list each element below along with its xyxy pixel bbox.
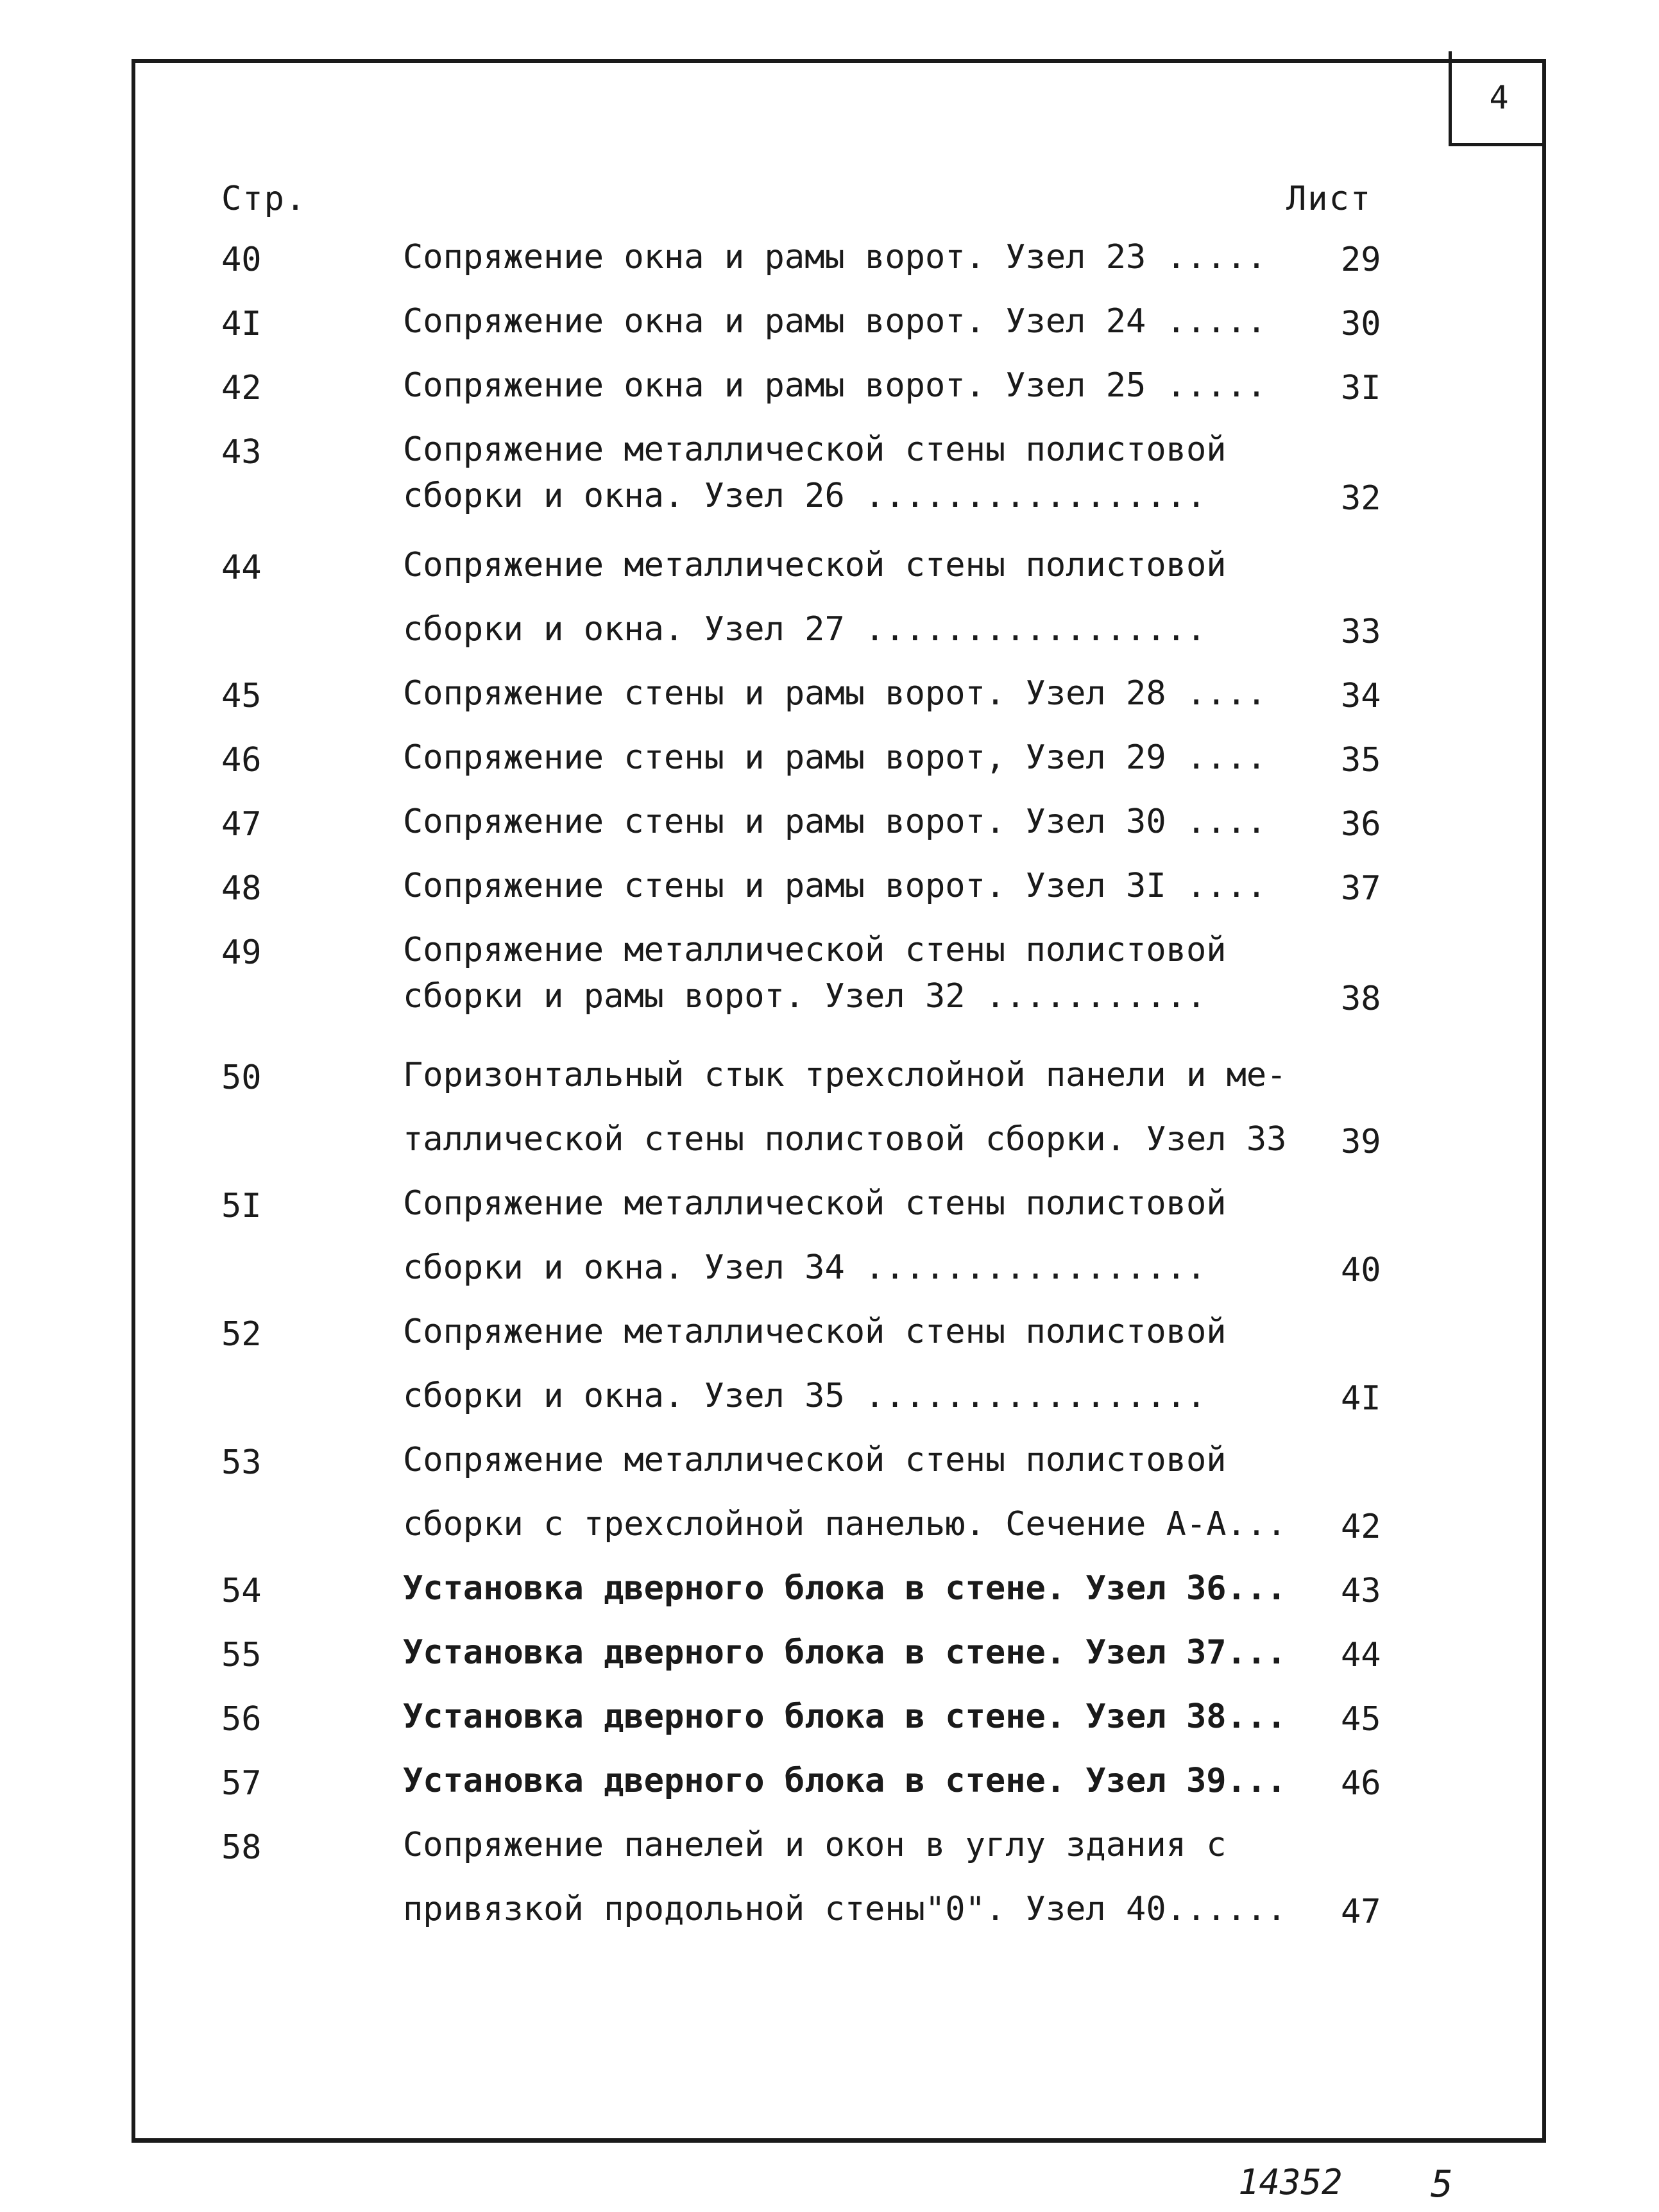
entry-title-line: Установка дверного блока в стене. Узел 37...	[403, 1633, 1287, 1672]
entry-page-number: 58	[221, 1828, 262, 1867]
entry-title	[403, 1441, 1295, 1544]
column-header-page: Стр.	[221, 180, 307, 218]
document-code: 14352	[1238, 2162, 1343, 2202]
entry-sheet-number: 3I	[1341, 369, 1381, 407]
entry-title	[403, 1184, 1295, 1287]
entry-sheet-number: 34	[1341, 677, 1381, 715]
entry-title-line: Сопряжение окна и рамы ворот. Узел 23 .....	[403, 238, 1267, 276]
entry-title-line: Установка дверного блока в стене. Узел 36...	[403, 1569, 1287, 1608]
entry-sheet-number: 47	[1341, 1893, 1381, 1931]
entry-sheet-number: 40	[1341, 1251, 1381, 1289]
entry-page-number: 50	[221, 1059, 262, 1097]
entry-title-line: сборки и окна. Узел 26 .................	[403, 477, 1207, 515]
entry-sheet-number: 4I	[1341, 1379, 1381, 1418]
entry-page-number: 43	[221, 433, 262, 472]
entry-title	[403, 674, 1295, 713]
entry-title-line: Сопряжение панелей и окон в углу здания с	[403, 1826, 1227, 1864]
entry-title-line: сборки и окна. Узел 27 .................	[403, 610, 1207, 649]
entry-page-number: 47	[221, 805, 262, 844]
page-number: 5	[1431, 2162, 1453, 2206]
entry-page-number: 49	[221, 933, 262, 972]
entry-page-number: 5I	[221, 1187, 262, 1225]
entry-title-line: Сопряжение металлической стены полистовой	[403, 546, 1227, 584]
entry-page-number: 56	[221, 1700, 262, 1739]
entry-title-line: сборки и рамы ворот. Узел 32 ...........	[403, 977, 1207, 1016]
sheet-number: 4	[1489, 78, 1509, 116]
entry-page-number: 48	[221, 869, 262, 908]
entry-title	[403, 931, 1295, 1016]
entry-sheet-number: 30	[1341, 305, 1381, 343]
entry-page-number: 46	[221, 741, 262, 779]
entry-sheet-number: 33	[1341, 613, 1381, 651]
entry-title	[403, 1315, 1295, 1413]
entry-title-line: сборки и окна. Узел 35 .................	[403, 1377, 1207, 1415]
entry-title-line: Сопряжение стены и рамы ворот. Узел 3I ....	[403, 867, 1267, 905]
entry-page-number: 42	[221, 369, 262, 407]
entry-title	[403, 869, 1295, 903]
entry-page-number: 4I	[221, 305, 262, 343]
entry-sheet-number: 32	[1341, 479, 1381, 518]
entry-title-line: Сопряжение окна и рамы ворот. Узел 24 .....	[403, 302, 1267, 341]
entry-title	[403, 1697, 1295, 1736]
entry-page-number: 54	[221, 1572, 262, 1610]
entry-page-number: 57	[221, 1764, 262, 1803]
entry-sheet-number: 38	[1341, 980, 1381, 1018]
entry-title-line: Горизонтальный стык трехслойной панели и ме-	[403, 1056, 1287, 1094]
entry-page-number: 53	[221, 1443, 262, 1482]
entry-title	[403, 546, 1295, 649]
entry-page-number: 44	[221, 549, 262, 587]
entry-page-number: 55	[221, 1636, 262, 1674]
entry-title	[403, 1764, 1295, 1798]
entry-title-line: Сопряжение металлической стены полистовой	[403, 1184, 1227, 1223]
entry-title-line: Установка дверного блока в стене. Узел 39...	[403, 1762, 1287, 1800]
entry-title	[403, 1569, 1295, 1608]
entry-title	[403, 803, 1295, 841]
entry-title-line: Сопряжение металлической стены полистовой	[403, 430, 1227, 469]
sheet-number-box	[1449, 51, 1546, 146]
entry-title-line: Установка дверного блока в стене. Узел 38...	[403, 1697, 1287, 1736]
entry-sheet-number: 45	[1341, 1700, 1381, 1739]
entry-title-line: Сопряжение металлической стены полистовой	[403, 1441, 1227, 1479]
entry-title-line: сборки с трехслойной панелью. Сечение А-А...	[403, 1505, 1287, 1544]
entry-title-line: сборки и окна. Узел 34 .................	[403, 1248, 1207, 1287]
entry-title	[403, 238, 1295, 276]
entry-sheet-number: 29	[1341, 241, 1381, 279]
entry-sheet-number: 43	[1341, 1572, 1381, 1610]
entry-title	[403, 738, 1295, 777]
entry-title-line: привязкой продольной стены"0". Узел 40......	[403, 1890, 1287, 1928]
entry-title	[403, 1633, 1295, 1672]
entry-sheet-number: 37	[1341, 869, 1381, 908]
entry-title	[403, 302, 1295, 341]
entry-page-number: 40	[221, 241, 262, 279]
entry-title-line: Сопряжение стены и рамы ворот, Узел 29 ....	[403, 738, 1267, 777]
column-header-sheet: Лист	[1286, 180, 1372, 218]
entry-sheet-number: 44	[1341, 1636, 1381, 1674]
entry-title-line: таллической стены полистовой сборки. Узел 33	[403, 1120, 1287, 1159]
entry-title-line: Сопряжение металлической стены полистовой	[403, 931, 1227, 969]
entry-sheet-number: 39	[1341, 1123, 1381, 1161]
entry-title	[403, 1828, 1295, 1926]
entry-sheet-number: 42	[1341, 1508, 1381, 1546]
entry-title	[403, 366, 1295, 405]
entry-sheet-number: 35	[1341, 741, 1381, 779]
entry-title-line: Сопряжение металлической стены полистовой	[403, 1313, 1227, 1351]
entry-title	[403, 1056, 1295, 1159]
entry-page-number: 52	[221, 1315, 262, 1354]
entry-title-line: Сопряжение стены и рамы ворот. Узел 28 ....	[403, 674, 1267, 713]
entry-title-line: Сопряжение окна и рамы ворот. Узел 25 .....	[403, 366, 1267, 405]
entry-title	[403, 430, 1295, 515]
entry-sheet-number: 36	[1341, 805, 1381, 844]
entry-page-number: 45	[221, 677, 262, 715]
entry-title-line: Сопряжение стены и рамы ворот. Узел 30 ....	[403, 803, 1267, 841]
entry-sheet-number: 46	[1341, 1764, 1381, 1803]
